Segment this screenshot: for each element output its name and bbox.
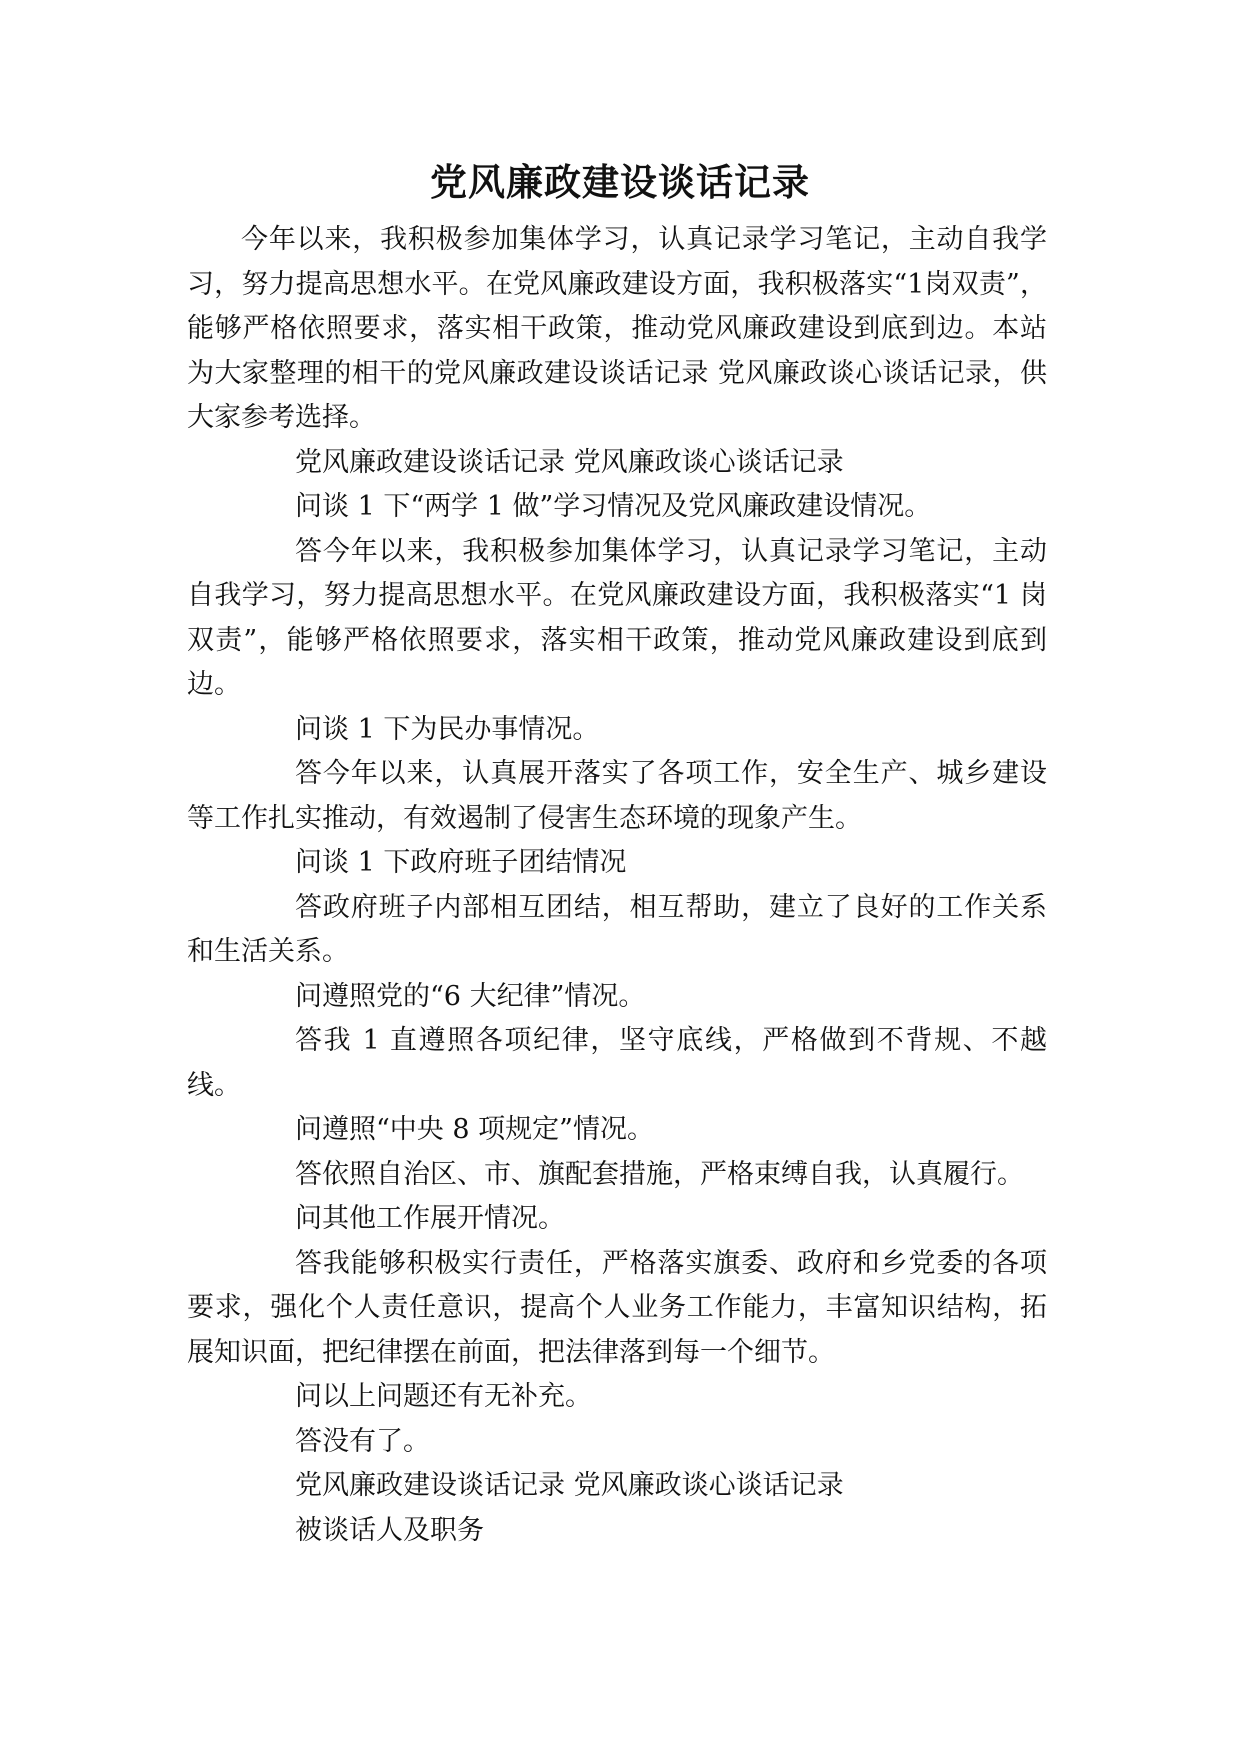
intro-paragraph: 今年以来，我积极参加集体学习，认真记录学习笔记，主动自我学习，努力提高思想水平。在党风廉政建设方面，我积极落实“1岗双责”，能够严格依照要求，落实相干政策，推动党风廉政建设到底到边。本站为大家整理的相干的党风廉政建设谈话记录 党风廉政谈心谈话记录，供大家参考选择。 xyxy=(187,224,1047,433)
answer-paragraph: 答今年以来，认真展开落实了各项工作，安全生产、城乡建设等工作扎实推动，有效遏制了侵害生态环境的现象产生。 xyxy=(187,758,1047,834)
answer-paragraph: 答今年以来，我积极参加集体学习，认真记录学习笔记，主动自我学习，努力提高思想水平。在党风廉政建设方面，我积极落实“1 岗双责”，能够严格依照要求，落实相干政策，推动党风廉政建设到底到边。 xyxy=(187,535,1047,700)
answer-paragraph: 答政府班子内部相互团结，相互帮助，建立了良好的工作关系和生活关系。 xyxy=(187,891,1047,967)
section-heading: 党风廉政建设谈话记录 党风廉政谈心谈话记录 xyxy=(295,446,844,478)
question-paragraph: 问遵照“中央 8 项规定”情况。 xyxy=(295,1114,654,1145)
answer-paragraph: 答没有了。 xyxy=(295,1425,430,1457)
section-heading: 党风廉政建设谈话记录 党风廉政谈心谈话记录 xyxy=(295,1470,844,1501)
answer-paragraph: 答我能够积极实行责任，严格落实旗委、政府和乡党委的各项要求，强化个人责任意识，提高个人业务工作能力，丰富知识结构，拓展知识面，把纪律摆在前面，把法律落到每一个细节。 xyxy=(187,1247,1047,1368)
question-paragraph: 问以上问题还有无补充。 xyxy=(295,1381,592,1412)
question-paragraph: 问谈 1 下为民办事情况。 xyxy=(295,713,600,745)
interviewee-label: 被谈话人及职务 xyxy=(295,1514,484,1546)
question-paragraph: 问遵照党的“6 大纪律”情况。 xyxy=(295,980,646,1012)
question-paragraph: 问其他工作展开情况。 xyxy=(295,1203,565,1234)
question-paragraph: 问谈 1 下政府班子团结情况 xyxy=(295,847,627,878)
question-paragraph: 问谈 1 下“两学 1 做”学习情况及党风廉政建设情况。 xyxy=(295,491,932,522)
answer-paragraph: 答我 1 直遵照各项纪律，坚守底线，严格做到不背规、不越线。 xyxy=(187,1025,1047,1101)
document-title: 党风廉政建设谈话记录 xyxy=(430,160,810,204)
answer-paragraph: 答依照自治区、市、旗配套措施，严格束缚自我，认真履行。 xyxy=(295,1158,1024,1190)
document-body xyxy=(187,218,1047,1553)
